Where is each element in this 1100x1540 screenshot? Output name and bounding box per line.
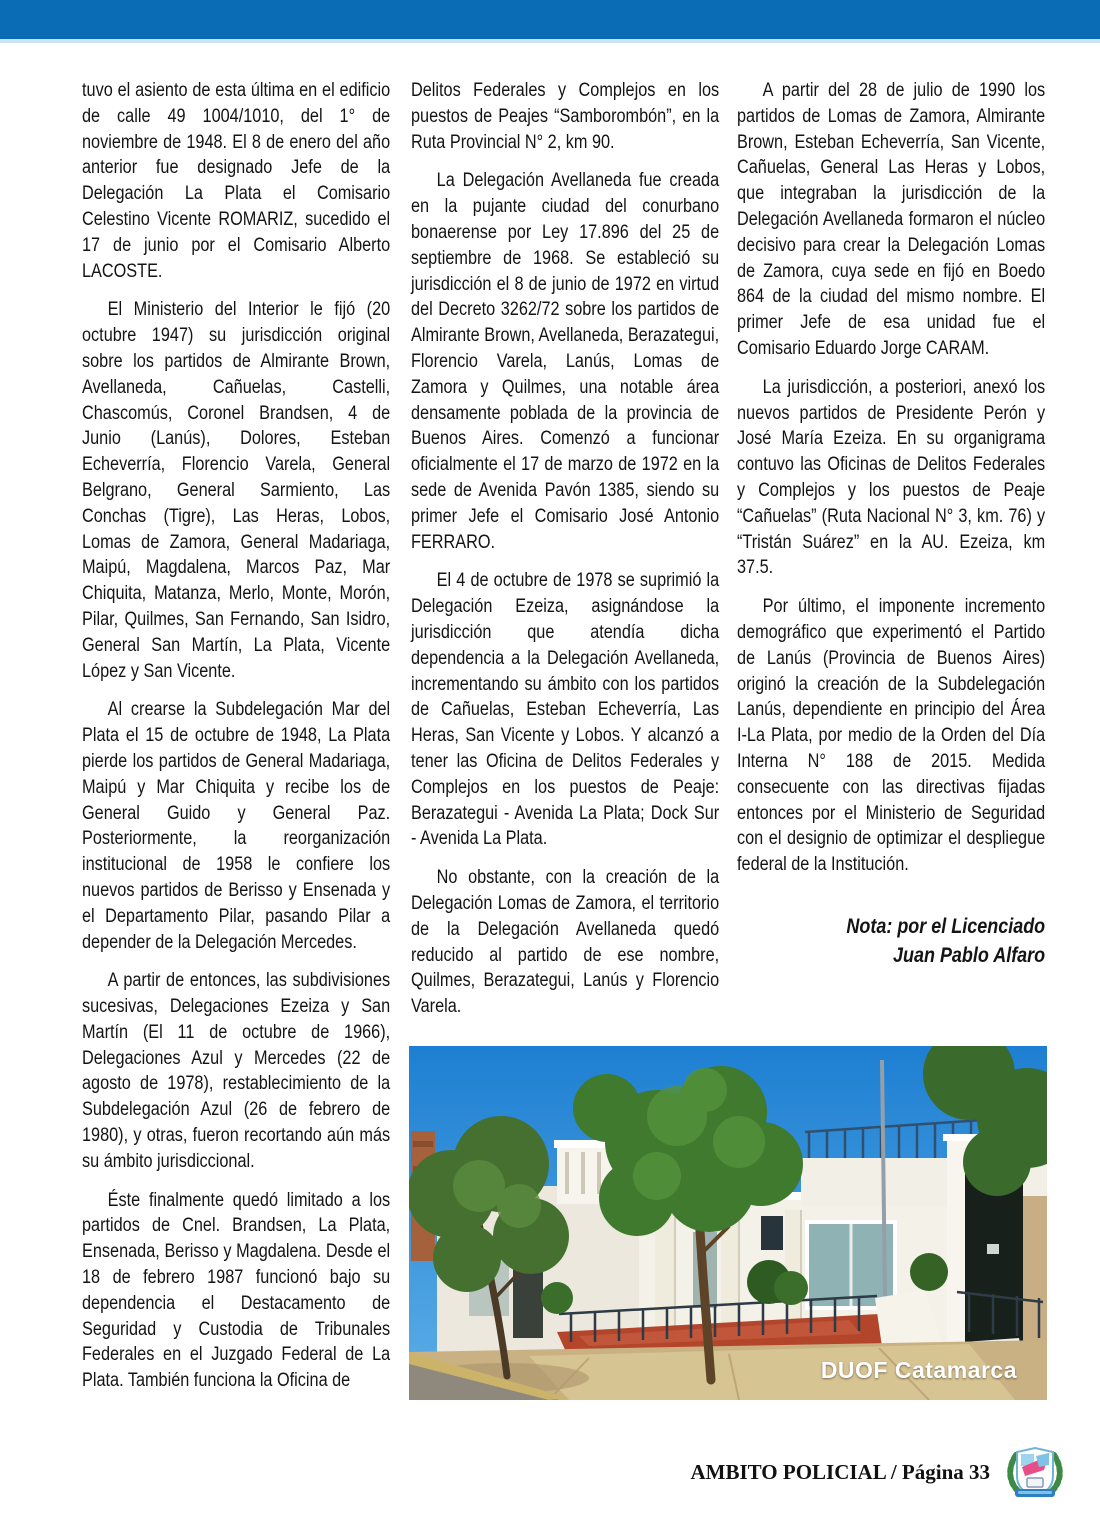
paragraph: No obstante, con la creación de la Delegación Lomas de Zamora, el territorio de la Delegación Avellaneda quedó reducido al partido de ese nombre, Quilmes, Berazategui, Lanús y Florencio Varela.: [411, 867, 720, 1018]
building-photo: [409, 1046, 1047, 1400]
paragraph: A partir del 28 de julio de 1990 los partidos de Lomas de Zamora, Almirante Brown, Esteban Echeverría, San Vicente, Cañuelas, General Las Heras y Lobos, que integraban la jurisdicción de la Delegación Avellaneda formaron el núcleo decisivo para crear la Delegación Lomas de Zamora, cuya sede en fijó en Boedo 864 de la ciudad del mismo nombre. El primer Jefe de esa unidad fue el Comisario Eduardo Jorge CARAM.: [737, 80, 1046, 359]
author-byline: [737, 912, 1045, 970]
byline-line: Nota: por el Licenciado: [846, 914, 1046, 938]
paragraph: La Delegación Avellaneda fue creada en la pujante ciudad del conurbano bonaerense por Ley 17.896 del 25 de septiembre de 1968. Se estableció su jurisdicción el 8 de junio de 1972 en virtud del Decreto 3262/72 sobre los partidos de Almirante Brown, Avellaneda, Berazategui, Florencio Varela, Lanús, Lomas de Zamora y Quilmes, una notable área densamente poblada de la provincia de Buenos Aires. Comenzó a funcionar oficialmente el 17 de marzo de 1972 en la sede de Avenida Pavón 1385, siendo su primer Jefe el Comisario José Antonio FERRARO.: [411, 170, 720, 553]
paragraph: Al crearse la Subdelegación Mar del Plata el 15 de octubre de 1948, La Plata pierde los partidos de General Madariaga, Maipú y Mar Chiquita y recibe los de General Guido y General Paz. Posteriormente, la reorganización institucional de 1958 le confiere los nuevos partidos de Berisso y Ensenada y el Departamento Pilar, pasando Pilar a depender de la Delegación Mercedes.: [82, 699, 391, 953]
text-column-3: [737, 78, 1045, 970]
building-photo-illustration: [409, 1046, 1047, 1400]
paragraph: Por último, el imponente incremento demográfico que experimentó el Partido de Lanús (Provincia de Buenos Aires) originó la creación de la Subdelegación Lanús, dependiente en principio del Área I-La Plata, por medio de la Orden del Día Interna N° 188 de 2015. Medida consecuente con las directivas fijadas entonces por el Ministerio de Seguridad con el designio de optimizar el despliegue federal de la Institución.: [737, 596, 1046, 876]
police-crest-icon: [1006, 1443, 1064, 1501]
paragraph: tuvo el asiento de esta última en el edificio de calle 49 1004/1010, del 1° de noviembre de 1948. El 8 de enero del año anterior fue designado Jefe de la Delegación La Plata el Comisario Celestino Vicente ROMARIZ, sucedido el 17 de junio por el Comisario Alberto LACOSTE.: [82, 80, 391, 282]
text-column-2: [411, 78, 719, 1033]
paragraph: El 4 de octubre de 1978 se suprimió la Delegación Ezeiza, asignándose la jurisdicción que atendía dicha dependencia a la Delegación Avellaneda, incrementando su ámbito con los partidos de Cañuelas, Esteban Echeverría, Las Heras, San Vicente y Lobos. Y alcanzó a tener las Oficina de Delitos Federales y Complejos en los puestos de Peaje: Berazategui - Avenida La Plata; Dock Sur - Avenida La Plata.: [411, 570, 720, 850]
top-banner: [0, 0, 1100, 43]
photo-caption: DUOF Catamarca: [820, 1357, 1017, 1383]
paragraph: La jurisdicción, a posteriori, anexó los nuevos partidos de Presidente Perón y José María Ezeiza. En su organigrama contuvo las Oficinas de Delitos Federales y Complejos y los puestos de Peaje “Cañuelas” (Ruta Nacional N° 3, km. 76) y “Tristán Suárez” en la AU. Ezeiza, km 37.5.: [737, 376, 1046, 579]
paragraph: Delitos Federales y Complejos en los puestos de Peajes “Samborombón”, en la Ruta Provincial N° 2, km 90.: [411, 80, 720, 153]
paragraph: Éste finalmente quedó limitado a los partidos de Cnel. Brandsen, La Plata, Ensenada, Berisso y Magdalena. Desde el 18 de febrero 1987 funcionó bajo su dependencia el Destacamento de Seguridad y Custodia de Tribunales Federales en el Juzgado Federal de La Plata. También funciona la Oficina de: [82, 1189, 391, 1392]
footer-text: AMBITO POLICIAL / Página 33: [690, 1460, 990, 1484]
paragraph: El Ministerio del Interior le fijó (20 octubre 1947) su jurisdicción original sobre los partidos de Almirante Brown, Avellaneda, Cañuelas, Castelli, Chascomús, Coronel Brandsen, 4 de Junio (Lanús), Dolores, Esteban Echeverría, Florencio Varela, General Belgrano, General Sarmiento, Las Conchas (Tigre), Las Heras, Lobos, Lomas de Zamora, General Madariaga, Maipú, Magdalena, Marcos Paz, Mar Chiquita, Matanza, Merlo, Monte, Morón, Pilar, Quilmes, San Fernando, San Isidro, General San Martín, La Plata, Vicente López y San Vicente.: [82, 299, 391, 682]
paragraph: A partir de entonces, las subdivisiones sucesivas, Delegaciones Ezeiza y San Martín (El 11 de octubre de 1966), Delegaciones Azul y Mercedes (22 de agosto de 1978), restablecimiento de la Subdelegación Azul (26 de febrero de 1980), y otras, fueron recortando aún más su ámbito jurisdiccional.: [82, 970, 391, 1172]
byline-line: Juan Pablo Alfaro: [892, 943, 1046, 967]
text-column-1: [82, 78, 390, 1407]
